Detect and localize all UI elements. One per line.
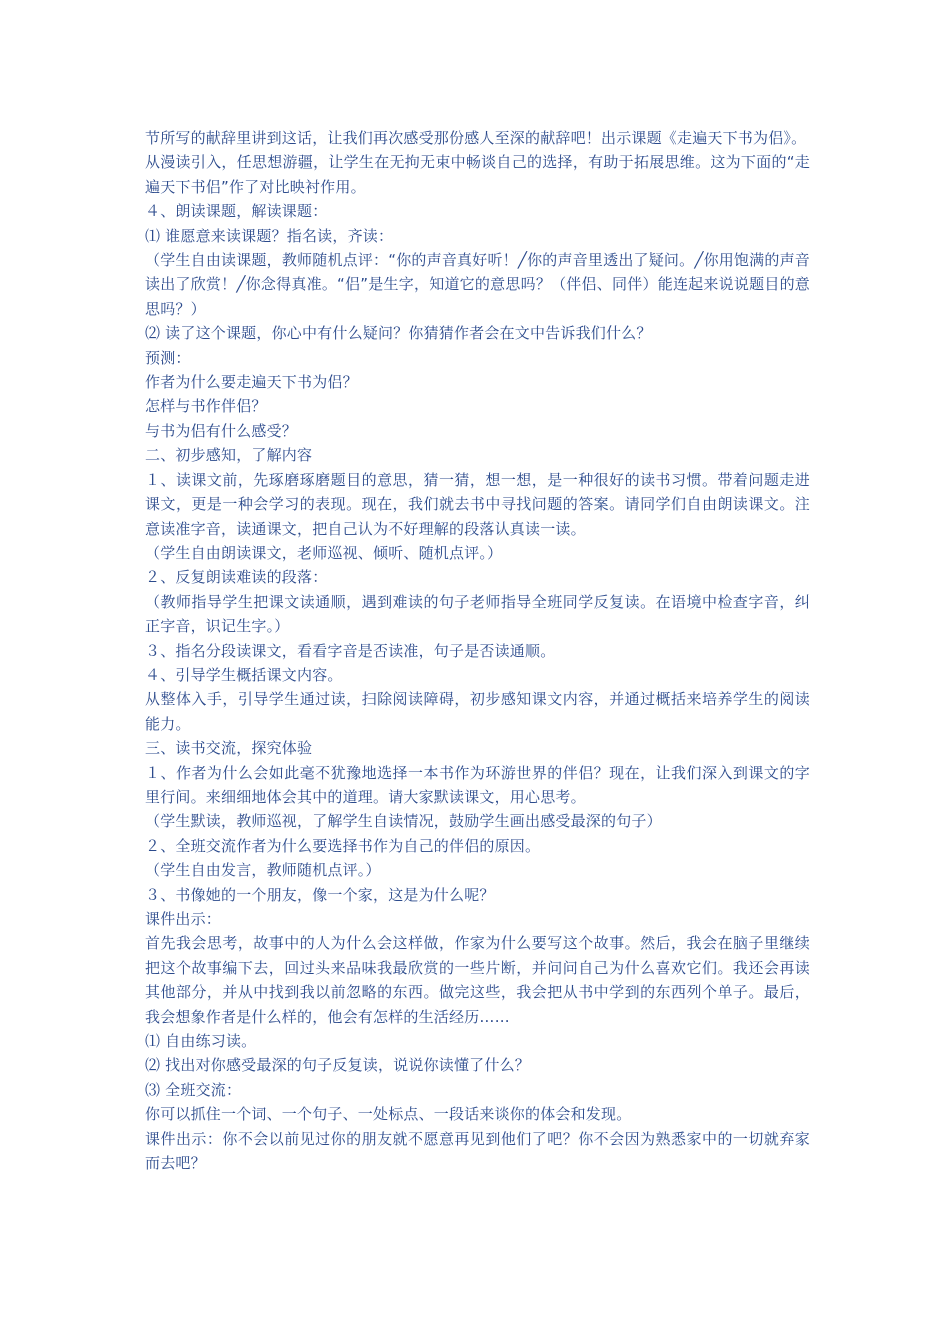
courseware-question: 课件出示：你不会以前见过你的朋友就不愿意再见到他们了吧？你不会因为熟悉家中的一切就弃家而去吧？ [145, 1129, 810, 1173]
section-2-step-3: ３、指名分段读课文，看看字音是否读准，句子是否读通顺。 [145, 641, 556, 660]
section-2-step-2: ２、反复朗读难读的段落： [145, 568, 328, 587]
section-2-step-4: ４、引导学生概括课文内容。 [145, 665, 343, 684]
sub-item-2: ⑵ 读了这个课题，你心中有什么疑问？你猜猜作者会在文中告诉我们什么？ [145, 324, 652, 343]
design-note-1: 从漫读引入，任思想游疆，让学生在无拘无束中畅谈自己的选择，有助于拓展思维。这为下面的“走遍天下书侣”作了对比映衬作用。 [145, 153, 810, 196]
section-3-step-3: ３、书像她的一个朋友，像一个家，这是为什么呢？ [145, 885, 495, 904]
step-4-heading: ４、朗读课题，解读课题： [145, 202, 328, 221]
sub-item-practice: ⑴ 自由练习读。 [145, 1032, 257, 1051]
design-note-2: 从整体入手，引导学生通过读，扫除阅读障碍，初步感知课文内容，并通过概括来培养学生的阅读能力。 [145, 690, 810, 733]
section-3-step-1: １、作者为什么会如此毫不犹豫地选择一本书作为环游世界的伴侣？现在，让我们深入到课文的字里行间。来细细地体会其中的道理。请大家默读课文，用心思考。 [145, 763, 810, 806]
sub-item-find-sentence: ⑵ 找出对你感受最深的句子反复读，说说你读懂了什么？ [145, 1056, 530, 1075]
teacher-comment: （学生自由读课题，教师随机点评：“你的声音真好听！╱你的声音里透出了疑问。╱你用饱满的声音读出了欣赏！╱你念得真准。“侣”是生字，知道它的意思吗？（伴侣、同伴）能连起来说说题目的意思吗？） [145, 251, 810, 318]
prediction-question: 与书为侣有什么感受？ [145, 421, 298, 440]
section-heading-2: 二、初步感知，了解内容 [145, 446, 313, 465]
prediction-label: 预测： [145, 348, 191, 367]
section-3-step-2: ２、全班交流作者为什么要选择书作为自己的伴侣的原因。 [145, 836, 541, 855]
prediction-question: 怎样与书作伴侣？ [145, 397, 267, 416]
section-3-note-2: （学生自由发言，教师随机点评。） [145, 861, 381, 880]
section-2-guidance: （教师指导学生把课文读通顺，遇到难读的句子老师指导全班同学反复读。在语境中检查字音，纠正字音，识记生字。） [145, 592, 810, 636]
section-2-note: （学生自由朗读课文，老师巡视、倾听、随机点评。） [145, 543, 503, 562]
sub-item-1: ⑴ 谁愿意来读课题？指名读，齐读： [145, 226, 394, 245]
document-body [145, 126, 810, 1175]
section-heading-3: 三、读书交流，探究体验 [145, 739, 313, 758]
text-continuation-title: 节所写的献辞里讲到这话，让我们再次感受那份感人至深的献辞吧！出示课题《走遍天下书为侣》。 [145, 129, 807, 147]
section-3-note: （学生默读，教师巡视，了解学生自读情况，鼓励学生画出感受最深的句子） [145, 812, 662, 831]
courseware-passage: 首先我会思考，故事中的人为什么会这样做，作家为什么要写这个故事。然后，我会在脑子里继续把这个故事编下去，回过头来品味我最欣赏的一些片断，并问问自己为什么喜欢它们。我还会再读其他部分，并从中找到我以前忽略的东西。做完这些，我会把从书中学到的东西列个单子。最后，我会想象作者是什么样的，他会有怎样的生活经历…… [145, 934, 810, 1026]
prediction-question: 作者为什么要走遍天下书为侣？ [145, 373, 358, 392]
courseware-label: 课件出示： [145, 910, 222, 928]
exchange-guidance: 你可以抓住一个词、一个句子、一处标点、一段话来谈你的体会和发现。 [145, 1105, 632, 1124]
section-2-step-1: １、读课文前，先琢磨琢磨题目的意思，猜一猜，想一想，是一种很好的读书习惯。带着问题走进课文，更是一种会学习的表现。现在，我们就去书中寻找问题的答案。请同学们自由朗读课文。注意读准字音，读通课文，把自己认为不好理解的段落认真读一读。 [145, 470, 810, 538]
sub-item-class-exchange: ⑶ 全班交流： [145, 1080, 242, 1099]
